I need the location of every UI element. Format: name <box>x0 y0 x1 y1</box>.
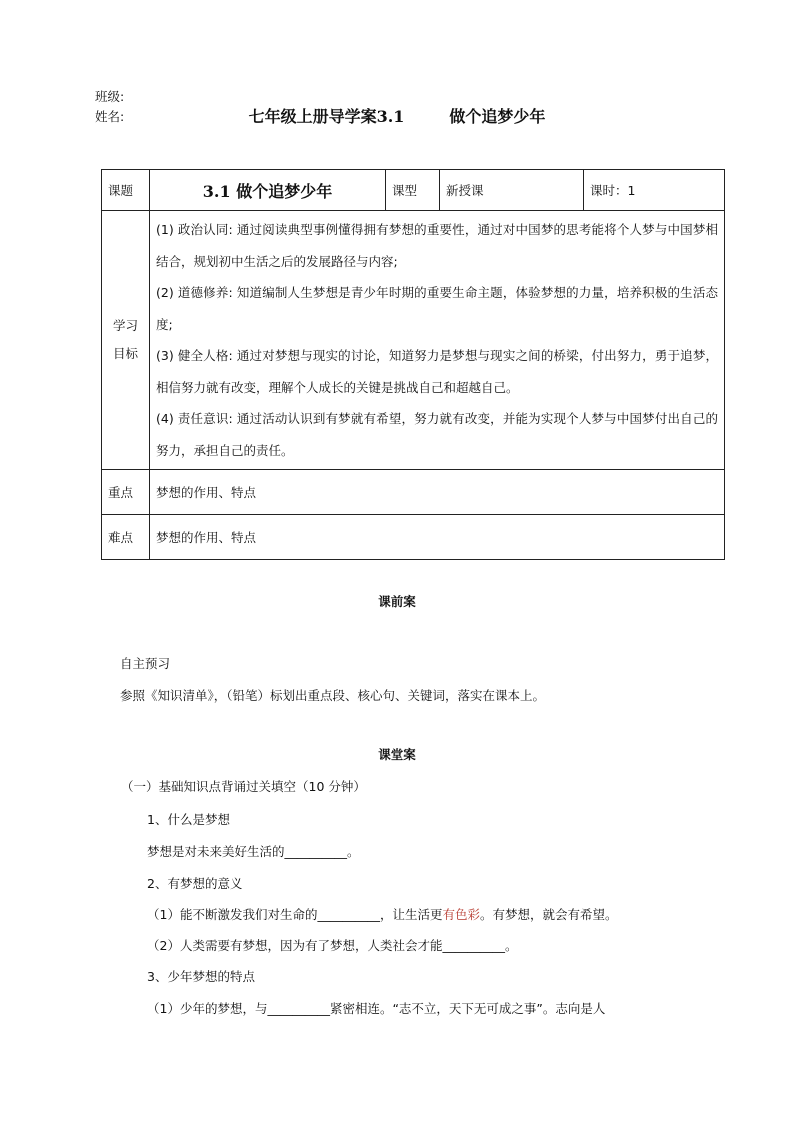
key-label: 重点 <box>102 470 150 515</box>
table-row <box>102 211 725 470</box>
topic-value: 3.1 做个追梦少年 <box>150 170 386 211</box>
difficulty-label: 难点 <box>102 515 150 560</box>
preclass-instruction: 参照《知识清单》，（铅笔）标划出重点段、核心句、关键词，落实在课本上。 <box>120 688 546 703</box>
goals-label: 学习目标 <box>102 211 150 470</box>
goal-item: (3) 健全人格: 通过对梦想与现实的讨论，知道努力是梦想与现实之间的桥梁，付出努力，勇于追梦，相信努力就有改变，理解个人成长的关键是挑战自己和超越自己。 <box>156 348 718 395</box>
table-row <box>102 515 725 560</box>
q2-title: 2、有梦想的意义 <box>147 876 243 891</box>
type-label: 课型 <box>386 170 440 211</box>
title-sub: 做个追梦少年 <box>449 107 546 126</box>
q1-line: 梦想是对未来美好生活的__________。 <box>147 844 360 859</box>
goal-item: (2) 道德修养: 知道编制人生梦想是青少年时期的重要生命主题，体验梦想的力量，培养积极的生活态度; <box>156 285 718 332</box>
part1-heading: （一）基础知识点背诵过关填空（10 分钟） <box>121 779 366 794</box>
q2-line1-b: 。有梦想，就会有希望。 <box>479 907 618 922</box>
name-label: 姓名: <box>95 109 125 124</box>
goals-cell <box>150 211 725 470</box>
topic-label: 课题 <box>102 170 150 211</box>
q3-title: 3、少年梦想的特点 <box>147 969 255 984</box>
table-row <box>102 170 725 211</box>
type-value: 新授课 <box>440 170 584 211</box>
q2-line1 <box>147 905 618 923</box>
lesson-plan-table <box>101 169 725 560</box>
preclass-title: 课前案 <box>378 594 416 609</box>
document-title <box>0 104 794 127</box>
q2-line2: （2）人类需要有梦想，因为有了梦想，人类社会才能__________。 <box>147 938 518 953</box>
difficulty-value: 梦想的作用、特点 <box>150 515 725 560</box>
q2-line1-a: （1）能不断激发我们对生命的__________，让生活更 <box>147 907 443 922</box>
title-main: 七年级上册导学案3.1 <box>248 107 405 126</box>
key-value: 梦想的作用、特点 <box>150 470 725 515</box>
goal-item: (1) 政治认同: 通过阅读典型事例懂得拥有梦想的重要性，通过对中国梦的思考能将个人梦与中国梦相结合，规划初中生活之后的发展路径与内容; <box>156 222 718 269</box>
period-value: 课时：1 <box>584 170 725 211</box>
goal-item: (4) 责任意识: 通过活动认识到有梦就有希望，努力就有改变，并能为实现个人梦与中国梦付出自己的努力，承担自己的责任。 <box>156 411 718 458</box>
q1-title: 1、什么是梦想 <box>147 812 230 827</box>
table-row <box>102 470 725 515</box>
preclass-subtitle: 自主预习 <box>120 656 171 671</box>
highlight-text: 有色彩 <box>442 907 480 922</box>
class-label: 班级: <box>95 89 125 104</box>
inclass-title: 课堂案 <box>378 747 416 762</box>
q3-line1: （1）少年的梦想，与__________紧密相连。“志不立，天下无可成之事”。志向是人 <box>147 1001 606 1016</box>
